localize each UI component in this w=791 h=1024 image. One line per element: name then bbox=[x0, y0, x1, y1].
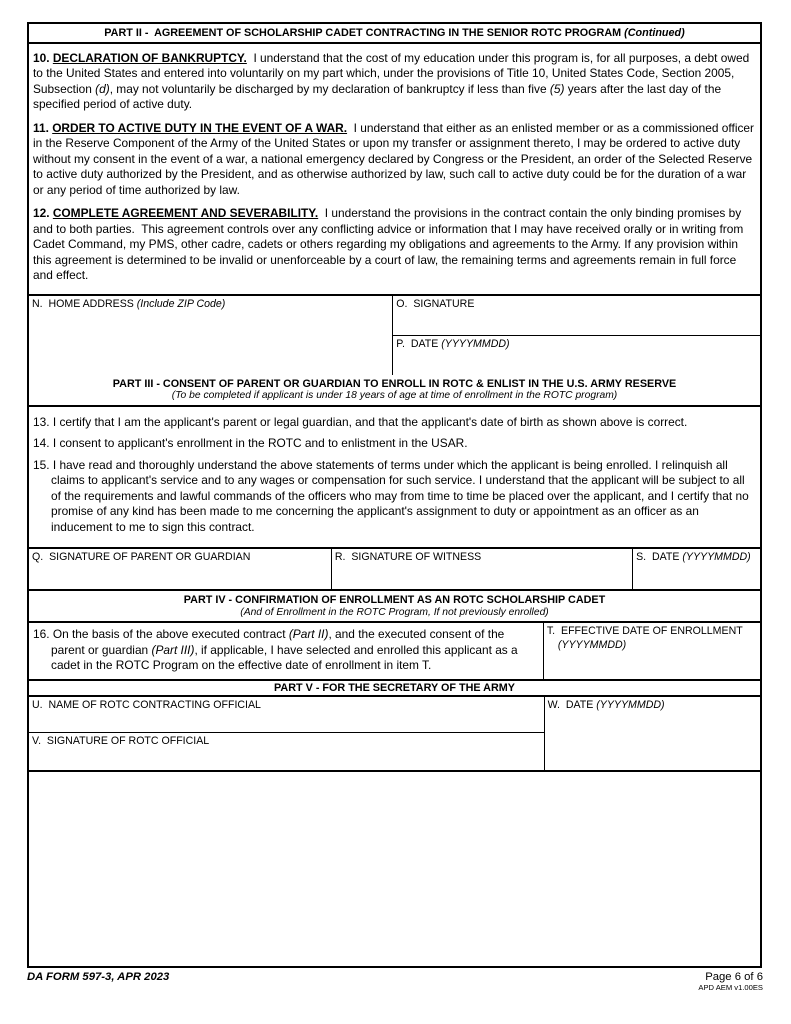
item-10-heading: DECLARATION OF BANKRUPTCY. bbox=[52, 50, 247, 65]
signature-parent-field[interactable] bbox=[29, 563, 331, 589]
home-address-field[interactable] bbox=[29, 310, 392, 375]
footer-right bbox=[698, 971, 763, 992]
item-12-paragraph bbox=[33, 206, 754, 284]
table-nop bbox=[29, 294, 760, 375]
effective-date-format: (YYYYMMDD) bbox=[557, 639, 627, 651]
part2-paragraphs bbox=[29, 44, 760, 294]
date-w-field[interactable] bbox=[545, 711, 760, 770]
cell-w-date bbox=[544, 697, 760, 770]
cell-n-home-address bbox=[29, 296, 392, 375]
effective-date-field[interactable] bbox=[544, 651, 760, 679]
form-id: DA FORM 597-3, APR 2023 bbox=[27, 971, 170, 983]
signature-witness-label: R. SIGNATURE OF WITNESS bbox=[334, 551, 482, 563]
item-12-text: I understand the provisions in the contract contain the only binding promises by and to both parties. This agreement controls over any conflicting advice or information that I may have received orally or in writing from Cadet Command, my PMS, other cadre, cadets or others regarding my obligations and agreements to the Army. If any provision within this agreement is determined to be invalid or unenforceable by a court of law, the remaining terms and agreements remain in full force and effect. bbox=[33, 206, 747, 282]
part3-title: PART III - CONSENT OF PARENT OR GUARDIAN TO ENROLL IN ROTC & ENLIST IN THE U.S. ARMY RESERVE bbox=[112, 377, 677, 390]
cell-s-date bbox=[632, 549, 760, 589]
rotc-official-signature-label: V. SIGNATURE OF ROTC OFFICIAL bbox=[32, 735, 210, 747]
cell-t-effective-date bbox=[543, 623, 760, 679]
home-address-label: N. HOME ADDRESS (Include ZIP Code) bbox=[32, 297, 226, 310]
rotc-official-signature-field[interactable] bbox=[29, 747, 544, 770]
signature-o-label: O. SIGNATURE bbox=[396, 297, 475, 310]
cell-o-signature bbox=[393, 296, 760, 336]
date-p-label: P. DATE (YYYYMMDD) bbox=[396, 337, 510, 350]
part2-continued: (Continued) bbox=[624, 27, 685, 39]
cell-16-statement bbox=[29, 623, 543, 679]
effective-date-label: T. EFFECTIVE DATE OF ENROLLMENT bbox=[546, 625, 743, 637]
part2-header bbox=[29, 24, 760, 44]
item-10-text: I understand that the cost of my education under this program is, for all purposes, a debt owed to the United States and entered into voluntarily on my part which, under the provisions of Title 10, United States Code, Section 2005, Subsection (d), may not voluntarily be discharged by my declaration of bankruptcy if less than five (5) years after the last day of the specified period of active duty. bbox=[33, 50, 753, 111]
software-version: APD AEM v1.00ES bbox=[698, 983, 763, 992]
item-11-paragraph bbox=[33, 120, 758, 199]
date-w-label: W. DATE (YYYYMMDD) bbox=[547, 699, 665, 711]
page-number: Page 6 of 6 bbox=[705, 971, 763, 983]
cell-uv-column bbox=[29, 697, 544, 770]
table-qrs bbox=[29, 547, 760, 589]
page-footer bbox=[27, 971, 763, 992]
cell-op-column bbox=[392, 296, 760, 375]
part5-title: PART V - FOR THE SECRETARY OF THE ARMY bbox=[274, 681, 515, 694]
signature-witness-field[interactable] bbox=[332, 563, 632, 589]
date-p-field[interactable] bbox=[393, 350, 760, 375]
signature-parent-label: Q. SIGNATURE OF PARENT OR GUARDIAN bbox=[32, 551, 251, 563]
cell-u-name-official bbox=[29, 697, 544, 733]
item-11-number: 11. bbox=[33, 120, 53, 135]
item-10-paragraph bbox=[33, 51, 754, 113]
date-s-field[interactable] bbox=[633, 563, 760, 589]
item-11-heading: ORDER TO ACTIVE DUTY IN THE EVENT OF A WAR. bbox=[52, 120, 348, 135]
date-s-label: S. DATE (YYYYMMDD) bbox=[636, 551, 751, 563]
item-10-number: 10. bbox=[33, 50, 53, 65]
cell-p-date bbox=[393, 336, 760, 375]
cell-v-signature-official bbox=[29, 733, 544, 770]
cell-q-signature-parent bbox=[29, 549, 331, 589]
part3-header bbox=[29, 375, 760, 407]
part2-title: PART II - AGREEMENT OF SCHOLARSHIP CADET CONTRACTING IN THE SENIOR ROTC PROGRAM bbox=[104, 27, 625, 39]
table-item16 bbox=[29, 621, 760, 679]
part4-title: PART IV - CONFIRMATION OF ENROLLMENT AS AN ROTC SCHOLARSHIP CADET bbox=[183, 594, 606, 606]
item-11-text: I understand that either as an enlisted member or as a commissioned officer in the Reserve Component of the Army of the United States or upon my transfer or assignment thereto, I may be ordered to active duty without my consent in the event of a war, a national emergency declared by Congress or the President, an order of the Selected Reserve to active duty authorized by the President, and as otherwise authorized by law, such call to active duty could be for the duration of a war or any period of time authorized by law. bbox=[33, 120, 758, 197]
part3-items bbox=[29, 407, 760, 548]
part5-header bbox=[29, 679, 760, 698]
item-14-text: 14. I consent to applicant's enrollment in the ROTC and to enlistment in the USAR. bbox=[33, 436, 468, 450]
item-15-text: 15. I have read and thoroughly understand the above statements of terms under which the applicant is being enrolled. I relinquish all claims to applicant's service and to any wages or compensation for such service. I understand that the applicant will be subject to all of the requirements and lawful commands of the officers who may from time to time be placed over the applicant, and I certify that no promise of any kind has been made to me concerning the applicant's assignment to duty or appointment as an officer as an inducement to me to sign this contract. bbox=[33, 457, 753, 534]
item-16-text: 16. On the basis of the above executed contract (Part II), and the executed consent of the parent or guardian (Part III), if applicable, I have selected and enrolled this applicant as a cadet in the ROTC Program on the effective date of enrollment in item T. bbox=[33, 627, 521, 672]
item-13-text: 13. I certify that I am the applicant's parent or legal guardian, and that the applicant's date of birth as shown above is correct. bbox=[33, 414, 688, 429]
contracting-official-name-label: U. NAME OF ROTC CONTRACTING OFFICIAL bbox=[32, 699, 261, 711]
part4-header bbox=[29, 589, 760, 621]
da-form-597-3 bbox=[27, 22, 762, 968]
table-part5 bbox=[29, 697, 760, 770]
part4-subtitle: (And of Enrollment in the ROTC Program, If not previously enrolled) bbox=[240, 606, 549, 618]
signature-o-field[interactable] bbox=[393, 310, 760, 335]
contracting-official-name-field[interactable] bbox=[29, 711, 544, 732]
cell-r-signature-witness bbox=[331, 549, 632, 589]
part3-subtitle: (To be completed if applicant is under 18 years of age at time of enrollment in the ROTC program) bbox=[171, 390, 618, 401]
item-12-number: 12. bbox=[33, 206, 53, 220]
blank-area bbox=[29, 770, 760, 966]
item-12-heading: COMPLETE AGREEMENT AND SEVERABILITY. bbox=[52, 206, 319, 220]
